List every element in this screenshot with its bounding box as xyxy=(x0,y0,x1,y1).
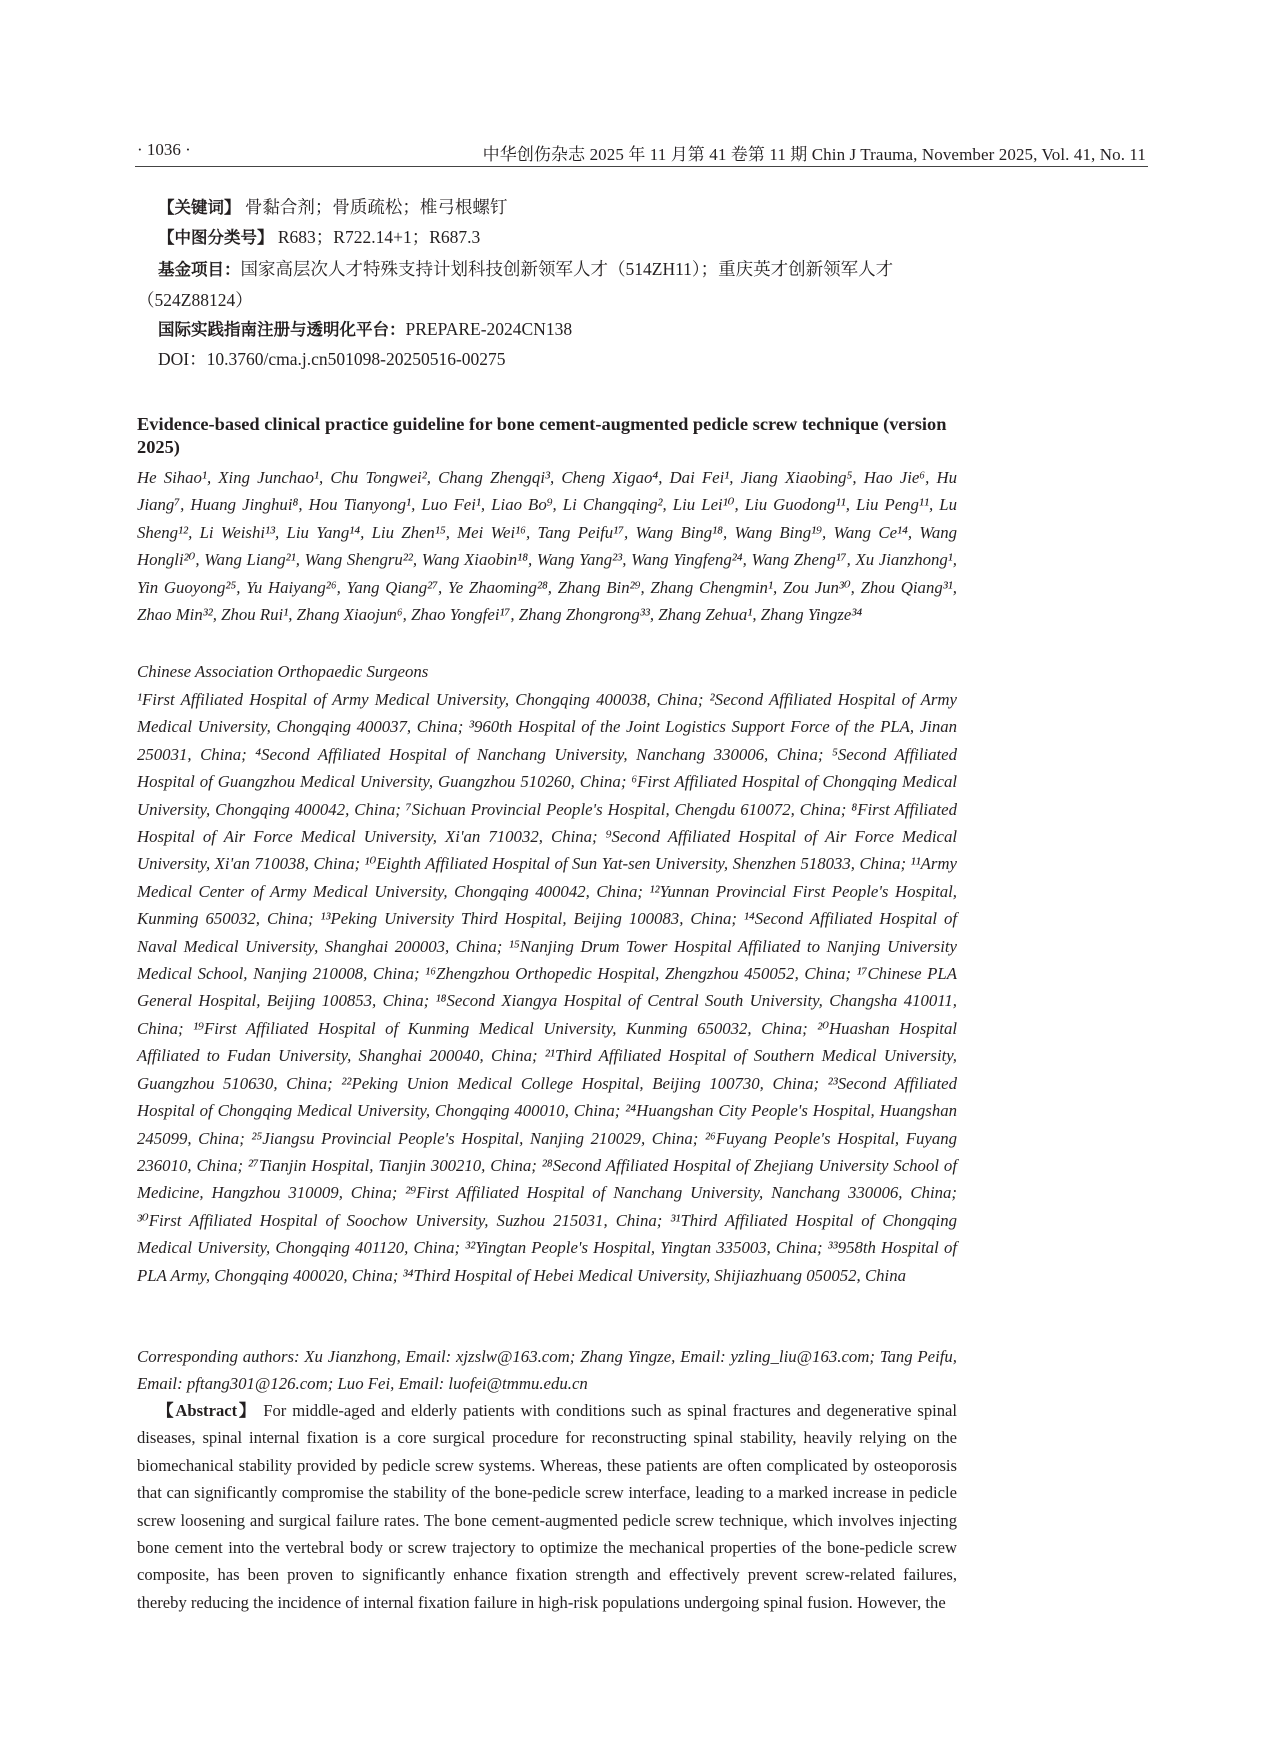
clc-line xyxy=(158,226,480,249)
clc-label: 【中图分类号】 xyxy=(158,228,274,247)
corresponding-authors: Corresponding authors: Xu Jianzhong, Email: xjzslw@163.com; Zhang Yingze, Email: yzling_liu@163.com; Tang Peifu, Email: pftang301@126.com; Luo Fei, Email: luofei@tmmu.edu.cn xyxy=(137,1347,957,1394)
article-title-en: Evidence-based clinical practice guideline for bone cement-augmented pedicle screw technique (version 2025) xyxy=(137,414,947,457)
funding-value: 国家高层次人才特殊支持计划科技创新领军人才（514ZH11）；重庆英才创新领军人才 xyxy=(240,259,894,279)
author-list: He Sihao¹, Xing Junchao¹, Chu Tongwei², Chang Zhengqi³, Cheng Xigao⁴, Dai Fei¹, Jiang Xiaobing⁵, Hao Jie⁶, Hu Jiang⁷, Huang Jinghui⁸, Hou Tianyong¹, Luo Fei¹, Liao Bo⁹, Li Changqing², Liu Lei¹⁰, Liu Guodong¹¹, Liu Peng¹¹, Lu Sheng¹², Li Weishi¹³, Liu Yang¹⁴, Liu Zhen¹⁵, Mei Wei¹⁶, Tang Peifu¹⁷, Wang Bing¹⁸, Wang Bing¹⁹, Wang Ce¹⁴, Wang Hongli²⁰, Wang Liang²¹, Wang Shengru²², Wang Xiaobin¹⁸, Wang Yang²³, Wang Yingfeng²⁴, Wang Zheng¹⁷, Xu Jianzhong¹, Yin Guoyong²⁵, Yu Haiyang²⁶, Yang Qiang²⁷, Ye Zhaoming²⁸, Zhang Bin²⁹, Zhang Chengmin¹, Zou Jun³⁰, Zhou Qiang³¹, Zhao Min³², Zhou Rui¹, Zhang Xiaojun⁶, Zhao Yongfei¹⁷, Zhang Zhongrong³³, Zhang Zehua¹, Zhang Yingze³⁴ xyxy=(137,468,957,625)
clc-value: R683；R722.14+1；R687.3 xyxy=(277,227,481,247)
organization: Chinese Association Orthopaedic Surgeons xyxy=(137,662,429,681)
keywords-value: 骨黏合剂；骨质疏松；椎弓根螺钉 xyxy=(244,197,508,217)
registry-label: 国际实践指南注册与透明化平台： xyxy=(158,320,406,339)
registry-value: PREPARE-2024CN138 xyxy=(405,319,573,339)
doi-value: 10.3760/cma.j.cn501098-20250516-00275 xyxy=(206,349,506,369)
abstract-label: 【Abstract】 xyxy=(157,1401,258,1420)
affiliations: ¹First Affiliated Hospital of Army Medical University, Chongqing 400038, China; ²Second Affiliated Hospital of Army Medical University, Chongqing 400037, China; ³960th Hospital of the Joint Logistics Support Force of the PLA, Jinan 250031, China; ⁴Second Affiliated Hospital of Nanchang University, Nanchang 330006, China; ⁵Second Affiliated Hospital of Guangzhou Medical University, Guangzhou 510260, China; ⁶First Affiliated Hospital of Chongqing Medical University, Chongqing 400042, China; ⁷Sichuan Provincial People's Hospital, Chengdu 610072, China; ⁸First Affiliated Hospital of Air Force Medical University, Xi'an 710032, China; ⁹Second Affiliated Hospital of Air Force Medical University, Xi'an 710038, China; ¹⁰Eighth Affiliated Hospital of Sun Yat-sen University, Shenzhen 518033, China; ¹¹Army Medical Center of Army Medical University, Chongqing 400042, China; ¹²Yunnan Provincial First People's Hospital, Kunming 650032, China; ¹³Peking University Third Hospital, Beijing 100083, China; ¹⁴Second Affiliated Hospital of Naval Medical University, Shanghai 200003, China; ¹⁵Nanjing Drum Tower Hospital Affiliated to Nanjing University Medical School, Nanjing 210008, China; ¹⁶Zhengzhou Orthopedic Hospital, Zhengzhou 450052, China; ¹⁷Chinese PLA General Hospital, Beijing 100853, China; ¹⁸Second Xiangya Hospital of Central South University, Changsha 410011, China; ¹⁹First Affiliated Hospital of Kunming Medical University, Kunming 650032, China; ²⁰Huashan Hospital Affiliated to Fudan University, Shanghai 200040, China; ²¹Third Affiliated Hospital of Southern Medical University, Guangzhou 510630, China; ²²Peking Union Medical College Hospital, Beijing 100730, China; ²³Second Affiliated Hospital of Chongqing Medical University, Chongqing 400010, China; ²⁴Huangshan City People's Hospital, Huangshan 245099, China; ²⁵Jiangsu Provincial People's Hospital, Nanjing 210029, China; ²⁶Fuyang People's Hospital, Fuyang 236010, China; ²⁷Tianjin Hospital, Tianjin 300210, China; ²⁸Second Affiliated Hospital of Zhejiang University School of Medicine, Hangzhou 310009, China; ²⁹First Affiliated Hospital of Nanchang University, Nanchang 330006, China; ³⁰First Affiliated Hospital of Soochow University, Suzhou 215031, China; ³¹Third Affiliated Hospital of Chongqing Medical University, Chongqing 401120, China; ³²Yingtan People's Hospital, Yingtan 335003, China; ³³958th Hospital of PLA Army, Chongqing 400020, China; ³⁴Third Hospital of Hebei Medical University, Shijiazhuang 050052, China xyxy=(137,690,957,1285)
funding-value-continued: （524Z88124） xyxy=(137,290,253,310)
keywords-label: 【关键词】 xyxy=(158,198,241,217)
doi-line xyxy=(158,348,506,370)
funding-label: 基金项目： xyxy=(158,260,241,279)
header-divider xyxy=(135,166,1148,167)
doi-label: DOI： xyxy=(158,349,207,369)
abstract-text: For middle-aged and elderly patients with conditions such as spinal fractures and degenerative spinal diseases, spinal internal fixation is a core surgical procedure for reconstructing spinal stability, heavily relying on the biomechanical stability provided by pedicle screw systems. Whereas, these patients are often complicated by osteoporosis that can significantly compromise the stability of the bone-pedicle screw interface, leading to a marked increase in pedicle screw loosening and surgical failure rates. The bone cement-augmented pedicle screw technique, which involves injecting bone cement into the vertebral body or screw trajectory to optimize the mechanical properties of the bone-pedicle screw composite, has been proven to significantly enhance fixation strength and effectively prevent screw-related failures, thereby reducing the incidence of internal fixation failure in high-risk populations undergoing spinal fusion. However, the xyxy=(137,1401,958,1612)
registry-line xyxy=(158,318,572,341)
page-number: · 1036 · xyxy=(137,140,191,159)
funding-line xyxy=(158,258,893,281)
abstract xyxy=(137,1397,957,1616)
keywords-line xyxy=(158,196,507,219)
running-header: 中华创伤杂志 2025 年 11 月第 41 卷第 11 期 Chin J Trauma, November 2025, Vol. 41, No. 11 xyxy=(482,145,1146,164)
